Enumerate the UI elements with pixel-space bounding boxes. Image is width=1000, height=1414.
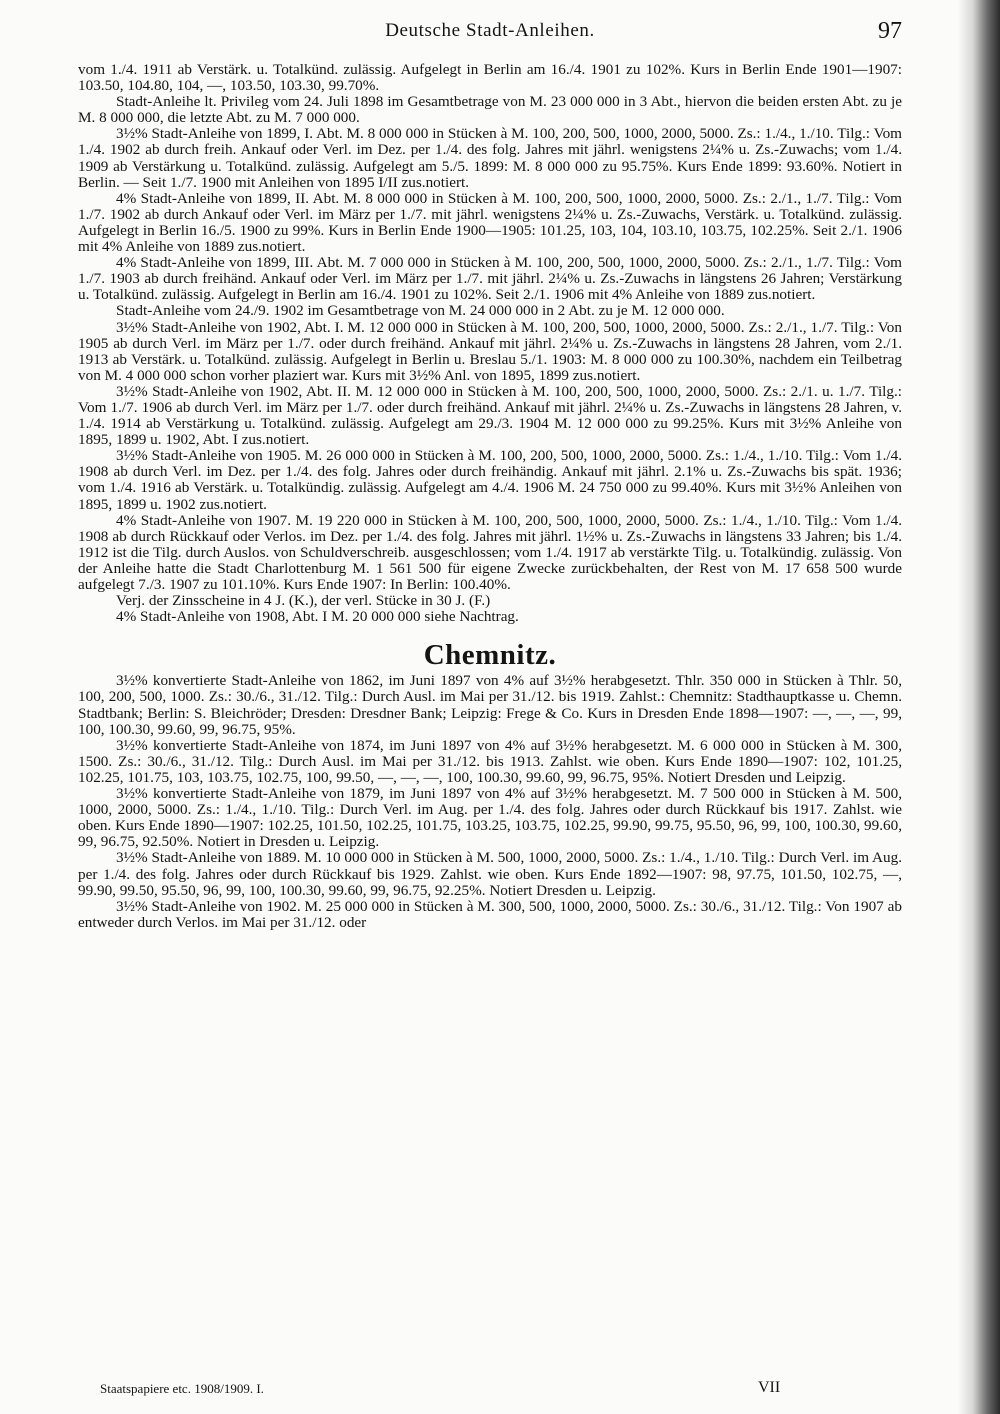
footer-signature-mark: VII xyxy=(758,1379,781,1396)
footer-publication: Staatspapiere etc. 1908/1909. I. xyxy=(100,1381,264,1396)
paragraph: vom 1./4. 1911 ab Verstärk. u. Totalkünd. zulässig. Aufgelegt in Berlin am 16./4. 1901 zu 102%. Kurs in Berlin Ende 1901—1907: 103.50, 104.80, 104, —, 103.50, 103.30, 99.70%. xyxy=(78,61,902,95)
running-title: Deutsche Stadt-Anleihen. xyxy=(385,20,595,41)
page-number: 97 xyxy=(878,18,902,44)
paragraph: 4% Stadt-Anleihe von 1907. M. 19 220 000 in Stücken à M. 100, 200, 500, 1000, 2000, 5000. Zs.: 1./4., 1./10. Tilg.: Vom 1./4. 1908 ab durch Rückkauf oder Verlos. im Dez. per 1./4. des folg. Jahres mit jährl. 1½% u. Zs.-Zuwachs in längstens 33 Jahren; bis 1./4. 1912 ist die Tilg. durch Auslos. von Schuldverschreib. ausgeschlossen; vom 1./4. 1917 ab verstärkte Tilg. u. Totalkündig. zulässig. Von der Anleihe hatte die Stadt Charlottenburg M. 1 561 500 für eigene Zwecke zurückbehalten, der Rest von M. 17 658 500 wurde aufgelegt 7./3. 1907 zu 101.10%. Kurs Ende 1907: In Berlin: 100.40%. xyxy=(78,511,902,593)
page-edge-shadow xyxy=(958,0,1000,1414)
paragraph: 3½% Stadt-Anleihe von 1902, Abt. I. M. 12 000 000 in Stücken à M. 100, 200, 500, 1000, 2000, 5000. Zs.: 2./1., 1./7. Tilg.: Von 1905 ab durch Verl. im März per 1./7. oder durch freihänd. Ankauf mit jährl. 2¼% u. Zs.-Zuwachs in längstens 28 Jahren, vom 2./1. 1913 ab Verstärk. u. Totalkünd. zulässig. Aufgelegt in Berlin u. Breslau 5./1. 1903: M. 8 000 000 zu 100.30%, nachdem ein Teilbetrag von M. 4 000 000 schon vorher plaziert war. Kurs mit 3½% Anl. von 1895, 1899 zus.notiert. xyxy=(78,318,902,384)
paragraph: Stadt-Anleihe lt. Privileg vom 24. Juli 1898 im Gesamtbetrage von M. 23 000 000 in 3 Abt., hiervon die beiden ersten Abt. zu je M. 8 000 000, die letzte Abt. zu M. 7 000 000. xyxy=(78,93,902,127)
paragraph: 4% Stadt-Anleihe von 1908, Abt. I M. 20 000 000 siehe Nachtrag. xyxy=(116,608,519,626)
paragraph: 3½% konvertierte Stadt-Anleihe von 1874, im Juni 1897 von 4% auf 3½% herabgesetzt. M. 6 000 000 in Stücken à M. 300, 1500. Zs.: 30./6., 31./12. Tilg.: Durch Ausl. im Mai per 31./12. bis 1913. Zahlst. wie oben. Kurs Ende 1890—1907: 102, 101.25, 102.25, 101.75, 103, 103.75, 102.75, 100, 99.50, —, —, —, 100, 100.30, 99.60, 99, 96.75, 95%. Notiert Dresden und Leipzig. xyxy=(78,736,902,786)
paragraph: 4% Stadt-Anleihe von 1899, II. Abt. M. 8 000 000 in Stücken à M. 100, 200, 500, 1000, 2000, 5000. Zs.: 2./1., 1./7. Tilg.: Vom 1./7. 1902 ab durch Ankauf oder Verl. im März per 1./7. mit jährl. wenigstens 2¼% u. Zs.-Zuwachs, Verstärk. u. Totalkünd. zulässig. Aufgelegt in Berlin 16./5. 1900 zu 99%. Kurs in Berlin Ende 1900—1905: 101.25, 103, 104, 103.10, 103.75, 102.25%. Seit 2./1. 1906 mit 4% Anleihe von 1889 zus.notiert. xyxy=(78,189,902,256)
main-text xyxy=(78,62,902,931)
paragraph: 3½% Stadt-Anleihe von 1889. M. 10 000 000 in Stücken à M. 500, 1000, 2000, 5000. Zs.: 1./4., 1./10. Tilg.: Durch Verl. im Aug. per 1./4. des folg. Jahres oder durch Rückkauf bis 1929. Zahlst. wie oben. Kurs Ende 1892—1907: 98, 97.75, 101.50, 102.75, —, 99.90, 99.50, 95.50, 96, 99, 100, 100.30, 99.60, 99, 96.75, 92.25%. Notiert Dresden u. Leipzig. xyxy=(78,849,902,899)
paragraph: 3½% Stadt-Anleihe von 1902, Abt. II. M. 12 000 000 in Stücken à M. 100, 200, 500, 1000, 2000, 5000. Zs.: 2./1. u. 1./7. Tilg.: Vom 1./7. 1906 ab durch Verl. im März per 1./7. oder durch freihänd. Ankauf mit jährl. 2¼% u. Zs.-Zuwachs in längstens 28 Jahren, v. 1./4. 1914 ab Verstärkung u. Totalkünd. zulässig. Aufgelegt am 29./3. 1904 M. 12 000 000 zu 99.25%. Kurs mit 3½% Anleihe von 1895, 1899 u. 1902, Abt. I zus.notiert. xyxy=(78,382,902,449)
section-heading: Chemnitz. xyxy=(423,639,557,672)
paragraph: 4% Stadt-Anleihe von 1899, III. Abt. M. 7 000 000 in Stücken à M. 100, 200, 500, 1000, 2000, 5000. Zs.: 2./1., 1./7. Tilg.: Vom 1./7. 1903 ab durch freihänd. Ankauf oder Verl. im März per 1./7. mit jährl. 2¼% u. Zs.-Zuwachs in längstens 26 Jahren; Verstärkung u. Totalkünd. zulässig. Aufgelegt in Berlin am 16./4. 1901 zu 102%. Seit 2./1. 1906 mit 4% Anleihe von 1889 zus.notiert. xyxy=(78,254,902,304)
paragraph: 3½% Stadt-Anleihe von 1902. M. 25 000 000 in Stücken à M. 300, 500, 1000, 2000, 5000. Zs.: 30./6., 31./12. Tilg.: Von 1907 ab entweder durch Verlos. im Mai per 31./12. oder xyxy=(78,897,902,931)
page-footer xyxy=(100,1381,800,1405)
paragraph: Stadt-Anleihe vom 24./9. 1902 im Gesamtbetrage von M. 24 000 000 in 2 Abt. zu je M. 12 000 000. xyxy=(116,302,725,320)
paragraph: 3½% konvertierte Stadt-Anleihe von 1862, im Juni 1897 von 4% auf 3½% herabgesetzt. Thlr. 350 000 in Stücken à Thlr. 50, 100, 200, 500, 1000. Zs.: 30./6., 31./12. Tilg.: Durch Ausl. im Mai per 31./12. bis 1919. Zahlst.: Chemnitz: Stadthauptkasse u. Chemn. Stadtbank; Berlin: S. Bleichröder; Dresden: Dresdner Bank; Leipzig: Frege & Co. Kurs in Dresden Ende 1898—1907: —, —, —, 99, 100, 100.30, 99.60, 99, 96.75, 95%. xyxy=(78,672,902,738)
paragraph: 3½% Stadt-Anleihe von 1899, I. Abt. M. 8 000 000 in Stücken à M. 100, 200, 500, 1000, 2000, 5000. Zs.: 1./4., 1./10. Tilg.: Vom 1./4. 1902 ab durch freih. Ankauf oder Verl. im Dez. per 1./4. des folg. Jahres mit jährl. wenigstens 2¼% u. Zs.-Zuwachs; vom 1./4. 1909 ab Verstärkung u. Totalkünd. zulässig. Aufgelegt am 5./5. 1899: M. 8 000 000 zu 95.75%. Kurs Ende 1899: 93.60%. Notiert in Berlin. — Seit 1./7. 1900 mit Anleihen von 1895 I/II zus.notiert. xyxy=(78,125,902,191)
paragraph: 3½% konvertierte Stadt-Anleihe von 1879, im Juni 1897 von 4% auf 3½% herabgesetzt. M. 7 500 000 in Stücken à M. 500, 1000, 2000, 5000. Zs.: 1./4., 1./10. Tilg.: Durch Verl. im Aug. per 1./4. des folg. Jahres oder durch Rückkauf bis 1917. Zahlst. wie oben. Kurs Ende 1890—1907: 102.25, 101.50, 102.25, 101.75, 103.25, 103.75, 102.25, 99.90, 99.75, 95.50, 96, 99, 100, 100.30, 99.60, 99, 96.75, 92.50%. Notiert in Dresden u. Leipzig. xyxy=(78,785,902,851)
page-header xyxy=(78,18,902,48)
paragraph: 3½% Stadt-Anleihe von 1905. M. 26 000 000 in Stücken à M. 100, 200, 500, 1000, 2000, 5000. Zs.: 1./4., 1./10. Tilg.: Vom 1./4. 1908 ab durch Verl. im Dez. per 1./4. des folg. Jahres oder durch freihändig. Ankauf mit jährl. 2.1% u. Zs.-Zuwachs bis spät. 1936; vom 1./4. 1916 ab Verstärk. u. Totalkündig. zulässig. Aufgelegt am 4./4. 1906 M. 24 750 000 zu 99.40%. Kurs mit 3½% Anleihen von 1895, 1899 u. 1902 zus.notiert. xyxy=(78,447,902,513)
paragraph: Verj. der Zinsscheine in 4 J. (K.), der verl. Stücke in 30 J. (F.) xyxy=(116,592,491,610)
